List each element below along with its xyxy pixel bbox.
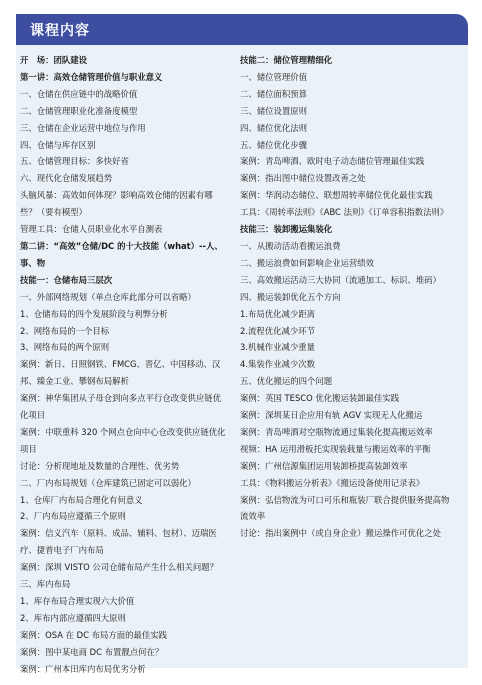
content-line: 案例：图中某电商 DC 布置靓点何在？ [20,646,164,657]
content-line: 案例：中联重科 320 个网点仓向中心仓改变供应链优化项目 [20,426,226,454]
content-line: 案例：广州本田库内布局优劣分析 [20,663,146,674]
content-line: 案例：OSA 在 DC 布局方面的最佳实践 [20,629,167,640]
content-line: 五、优化搬运的四个问题 [240,376,333,387]
content-line: 视频：HA 运用滑板托实现装载量与搬运效率的平衡 [240,443,431,454]
content-line: 三、高效搬运活动三大协同（流通加工、标识、堆码） [240,274,441,285]
left-column [20,52,228,678]
content-line: 工具：《物料搬运分析表》《搬运设备使用记录表》 [240,477,425,488]
content-line: 案例：信义汽车（原料、成品、辅料、包材）、迈瑞医疗、捷普电子厂内布局 [20,528,217,556]
content-line: 二、厂内布局规划（仓库建筑已固定可以弱化） [20,477,196,488]
content-line: 1、仓库厂内布局合理化有何意义 [20,494,143,505]
content-line: 2.流程优化减少环节 [240,325,315,336]
content-line: 案例：青岛啤酒对空瓶物流通过集装化提高搬运效率 [240,426,433,437]
content-line: 二、储位面积预算 [240,88,307,99]
content-line: 二、仓储管理职业化准备度模型 [20,105,138,116]
content-line: 三、库内布局 [20,579,71,590]
right-column [240,52,454,542]
content-line: 1、库存布局合理实现六大价值 [20,596,135,606]
content-line: 1、仓储布局的四个发展阶段与利弊分析 [20,308,168,319]
content-line: 三、仓储在企业运营中地位与作用 [20,122,146,133]
content-line: 2、网络布局的一个目标 [20,325,110,336]
content-line: 3.机械作业减少重量 [240,342,315,353]
content-line: 头脑风暴：高效如何体现？影响高效仓储的因素有哪些？（要有模型） [20,190,213,218]
content-line: 五、储位优化步骤 [240,139,307,150]
content-line: 四、储位优化法则 [240,122,307,133]
content-line: 案例：指出图中储位设置改善之处 [240,173,366,184]
content-line: 案例：神华集团从子母仓到向多点平行仓改变供应链优化项目 [20,393,221,421]
section-heading: 技能三：装卸搬运集装化 [240,224,333,235]
section-title: 课程内容 [30,23,90,39]
content-line: 案例：深圳 VISTO 公司仓储布局产生什么相关问题？ [20,562,219,573]
content-line: 四、仓储与库存区别 [20,139,96,150]
content-line: 案例：华润动态储位、联想周转率储位优化最佳实践 [240,190,433,201]
content-line: 讨论：分析现地址及数量的合理性、优劣势 [20,460,180,471]
content-line: 一、仓储在供应链中的战略价值 [20,88,138,99]
content-line: 工具：《周转率法则》《ABC 法则》《订单容积指数法则》 [240,207,449,218]
content-line: 管理工具：仓储人员职业化水平自测表 [20,224,163,235]
section-heading: 技能二：储位管理精细化 [240,55,333,65]
content-line: 案例：广州信源集团运用装卸桥提高装卸效率 [240,460,408,471]
content-line: 一、从搬动活动看搬运浪费 [240,240,341,251]
content-line: 1.布局优化减少距离 [240,308,315,319]
content-line: 案例：青岛啤酒、欧时电子动态储位管理最佳实践 [240,156,425,167]
content-line: 六、现代化仓储发展趋势 [20,173,113,184]
content-line: 案例：新日、日照钢铁、FMCG、晋亿、中国移动、汉邦、臻金工业、攀钢布局解析 [20,359,221,387]
content-line: 案例：深圳某日企应用有轨 AGV 实现无人化搬运 [240,410,423,421]
content-line: 二、搬运浪费如何影响企业运营绩效 [240,257,374,268]
content-line: 五、仓储管理目标：多快好省 [20,156,129,167]
content-line: 4.集装作业减少次数 [240,359,315,370]
content-line: 案例：英国 TESCO 优化搬运装卸最佳实践 [240,393,400,404]
section-heading: 开 场：团队建设 [20,55,87,65]
content-line: 案例：弘信物流为可口可乐和瓶装厂联合提供服务提高物流效率 [240,494,450,522]
content-line: 讨论：指出案例中（或自身企业）搬运操作可优化之处 [240,528,441,539]
content-line: 三、储位设置原则 [240,105,307,116]
content-line: 2、厂内布局应遵循三个原则 [20,511,126,522]
section-heading: 第二讲：“高效”仓储/DC 的十大技能（what）--人、事、物 [20,240,223,268]
section-heading: 技能一：仓储布局三层次 [20,274,113,285]
section-heading: 第一讲：高效仓储管理价值与职业意义 [20,71,163,82]
content-line: 一、外部网络规划（单点仓库此部分可以省略） [20,291,196,302]
section-header [16,14,468,45]
content-line: 2、库布内部应遵循四大原则 [20,612,126,623]
content-line: 四、搬运装卸优化五个方向 [240,291,341,302]
content-line: 3、网络布局的两个原则 [20,342,110,353]
content-line: 一、储位管理价值 [240,71,307,82]
